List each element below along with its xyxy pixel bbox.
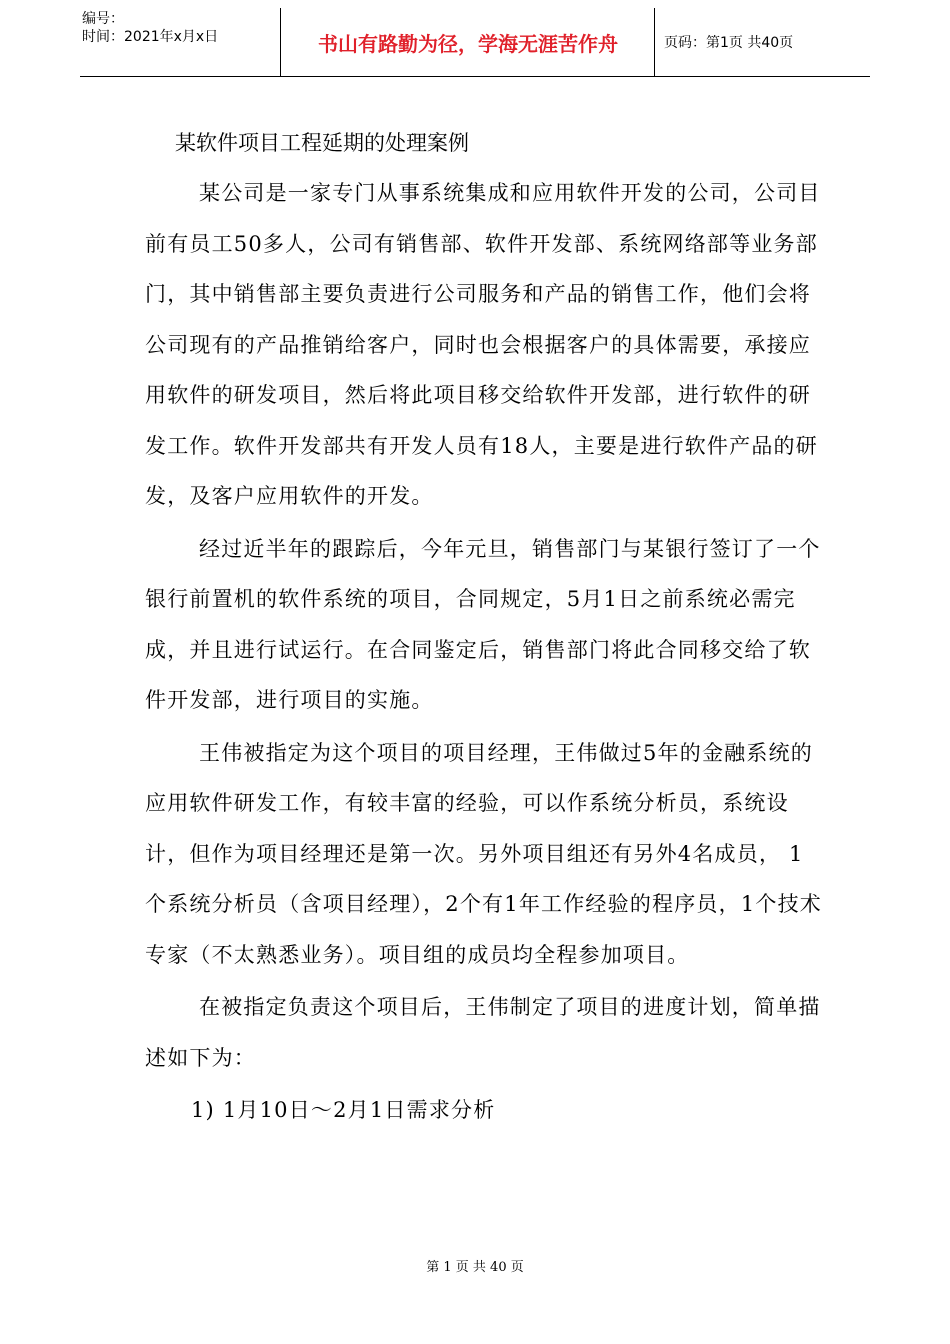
list-item: 1) 1月10日～2月1日需求分析 — [191, 1098, 496, 1122]
paragraph: 在被指定负责这个项目后，王伟制定了项目的进度计划，简单描述如下为： — [145, 995, 821, 1070]
document-title: 某软件项目工程延期的处理案例 — [175, 131, 469, 155]
page-footer: 第 1 页 共 40 页 — [426, 1260, 524, 1275]
header-meta — [82, 10, 218, 46]
paragraph: 某公司是一家专门从事系统集成和应用软件开发的公司，公司目前有员工50多人，公司有销售部、软件开发部、系统网络部等业务部门，其中销售部主要负责进行公司服务和产品的销售工作，他们会将公司现有的产品推销给客户，同时也会根据客户的具体需要，承接应用软件的研发项目，然后将此项目移交给软件开发部，进行软件的研发工作。软件开发部共有开发人员有18人，主要是进行软件产品的研发，及客户应用软件的开发。 — [145, 181, 821, 508]
paragraph: 王伟被指定为这个项目的项目经理，王伟做过5年的金融系统的应用软件研发工作，有较丰富的经验，可以作系统分析员，系统设计，但作为项目经理还是第一次。另外项目组还有另外4名成员， 1个系统分析员（含项目经理），2个有1年工作经验的程序员，1个技术专家（不太熟悉业务）。项目组的成员均全程参加项目。 — [145, 740, 822, 967]
header-divider — [280, 8, 281, 76]
header-page-info: 页码：第1页 共40页 — [664, 35, 794, 51]
page-header — [80, 8, 870, 77]
document-body — [145, 118, 825, 1138]
time-label: 时间：2021年x月x日 — [82, 29, 219, 45]
header-motto: 书山有路勤为径，学海无涯苦作舟 — [318, 31, 618, 56]
paragraph: 经过近半年的跟踪后，今年元旦，销售部门与某银行签订了一个银行前置机的软件系统的项目，合同规定，5月1日之前系统必需完成，并且进行试运行。在合同鉴定后，销售部门将此合同移交给了软件开发部，进行项目的实施。 — [145, 536, 821, 712]
number-label: 编号： — [82, 11, 124, 27]
header-divider — [654, 8, 655, 76]
